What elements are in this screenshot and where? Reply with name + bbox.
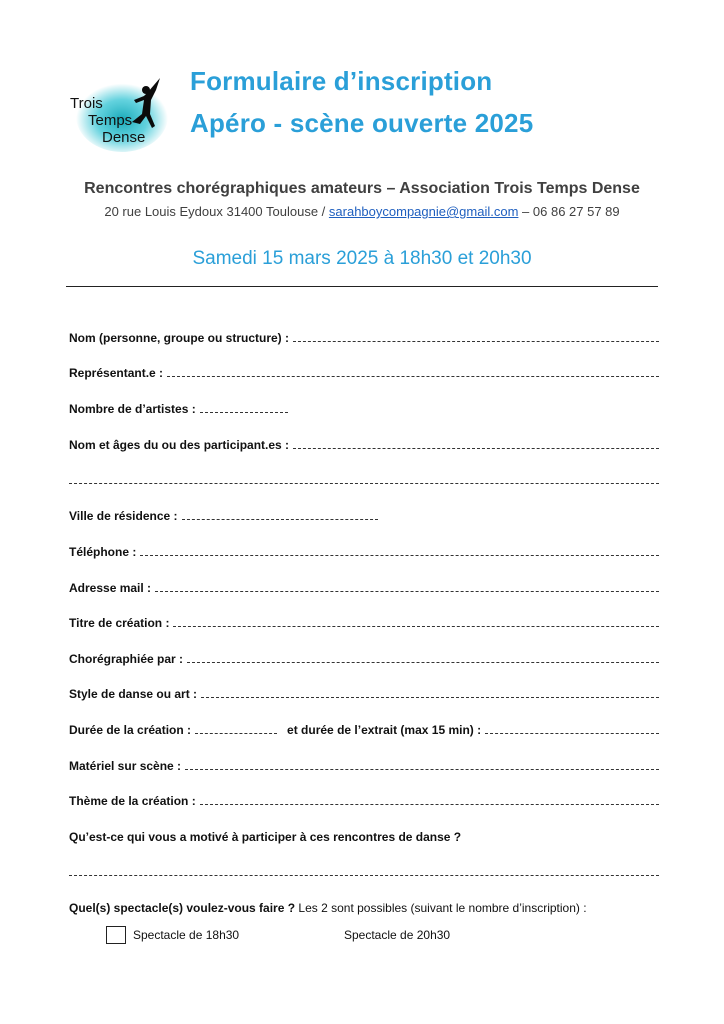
input-line[interactable] — [173, 626, 659, 627]
input-line[interactable] — [195, 733, 277, 734]
event-title: Apéro - scène ouverte 2025 — [190, 108, 534, 138]
field-label: Nom et âges du ou des participant.es : — [69, 438, 290, 452]
field-materiel[interactable] — [69, 755, 659, 773]
input-line[interactable] — [485, 733, 659, 734]
input-line[interactable] — [167, 376, 659, 377]
field-label: Téléphone : — [69, 545, 137, 559]
field-label: Nom (personne, groupe ou structure) : — [69, 331, 290, 345]
checkbox-18h30[interactable] — [106, 926, 126, 944]
contact-line — [0, 204, 724, 219]
field-theme[interactable] — [69, 790, 659, 808]
field-titre[interactable] — [69, 612, 659, 630]
logo — [62, 70, 172, 152]
field-label: Nombre de d’artistes : — [69, 402, 196, 416]
input-line[interactable] — [293, 341, 659, 342]
form-title: Formulaire d’inscription — [190, 66, 493, 96]
input-line[interactable] — [155, 591, 659, 592]
field-label: Représentant.e : — [69, 366, 164, 380]
input-line[interactable] — [185, 769, 659, 770]
input-line[interactable] — [200, 412, 288, 413]
field-label: Matériel sur scène : — [69, 759, 182, 773]
field-telephone[interactable] — [69, 541, 659, 559]
event-date: Samedi 15 mars 2025 à 18h30 et 20h30 — [192, 248, 532, 269]
logo-text-3: Dense — [102, 129, 146, 146]
field-label: Titre de création : — [69, 616, 170, 630]
option-label-20h30: Spectacle de 20h30 — [344, 928, 451, 942]
input-line[interactable] — [201, 697, 659, 698]
field-label: Durée de la création : — [69, 723, 192, 737]
field-email[interactable] — [69, 577, 659, 595]
input-line[interactable] — [293, 448, 659, 449]
field-nom[interactable] — [69, 327, 659, 345]
input-line[interactable] — [200, 804, 659, 805]
input-line[interactable] — [187, 662, 659, 663]
postal-address: 20 rue Louis Eydoux 31400 Toulouse / — [104, 204, 326, 219]
field-duree[interactable] — [69, 719, 659, 737]
field-label: Ville de résidence : — [69, 509, 178, 523]
field-participants-continued[interactable] — [69, 469, 659, 487]
input-line[interactable] — [69, 875, 659, 876]
field-representant[interactable] — [69, 362, 659, 380]
field-label: et durée de l’extrait (max 15 min) : — [287, 723, 482, 737]
input-line[interactable] — [69, 483, 659, 484]
field-label: Style de danse ou art : — [69, 687, 198, 701]
field-label: Adresse mail : — [69, 581, 152, 595]
field-motivation[interactable] — [69, 861, 659, 879]
phone-number: – 06 86 27 57 89 — [522, 204, 620, 219]
field-spectacle-question — [69, 897, 659, 915]
field-choregraphie[interactable] — [69, 648, 659, 666]
divider — [66, 286, 658, 287]
option-label-18h30: Spectacle de 18h30 — [133, 928, 240, 942]
email-link[interactable]: sarahboycompagnie@gmail.com — [328, 204, 519, 219]
field-nombre-artistes[interactable] — [69, 398, 659, 416]
field-ville[interactable] — [69, 505, 659, 523]
field-participants[interactable] — [69, 434, 659, 452]
field-label: Thème de la création : — [69, 794, 196, 808]
input-line[interactable] — [182, 519, 378, 520]
field-label: Quel(s) spectacle(s) voulez-vous faire ? — [69, 901, 296, 915]
field-label: Chorégraphiée par : — [69, 652, 184, 666]
field-motivation-label — [69, 826, 659, 844]
field-note: Les 2 sont possibles (suivant le nombre d’inscription) : — [298, 901, 587, 915]
field-style[interactable] — [69, 683, 659, 701]
input-line[interactable] — [140, 555, 659, 556]
association-subtitle: Rencontres chorégraphiques amateurs – Association Trois Temps Dense — [84, 180, 640, 197]
logo-text-2: Temps — [88, 112, 133, 129]
logo-text-1: Trois — [70, 95, 103, 112]
field-label: Qu’est-ce qui vous a motivé à participer à ces rencontres de danse ? — [69, 830, 462, 844]
